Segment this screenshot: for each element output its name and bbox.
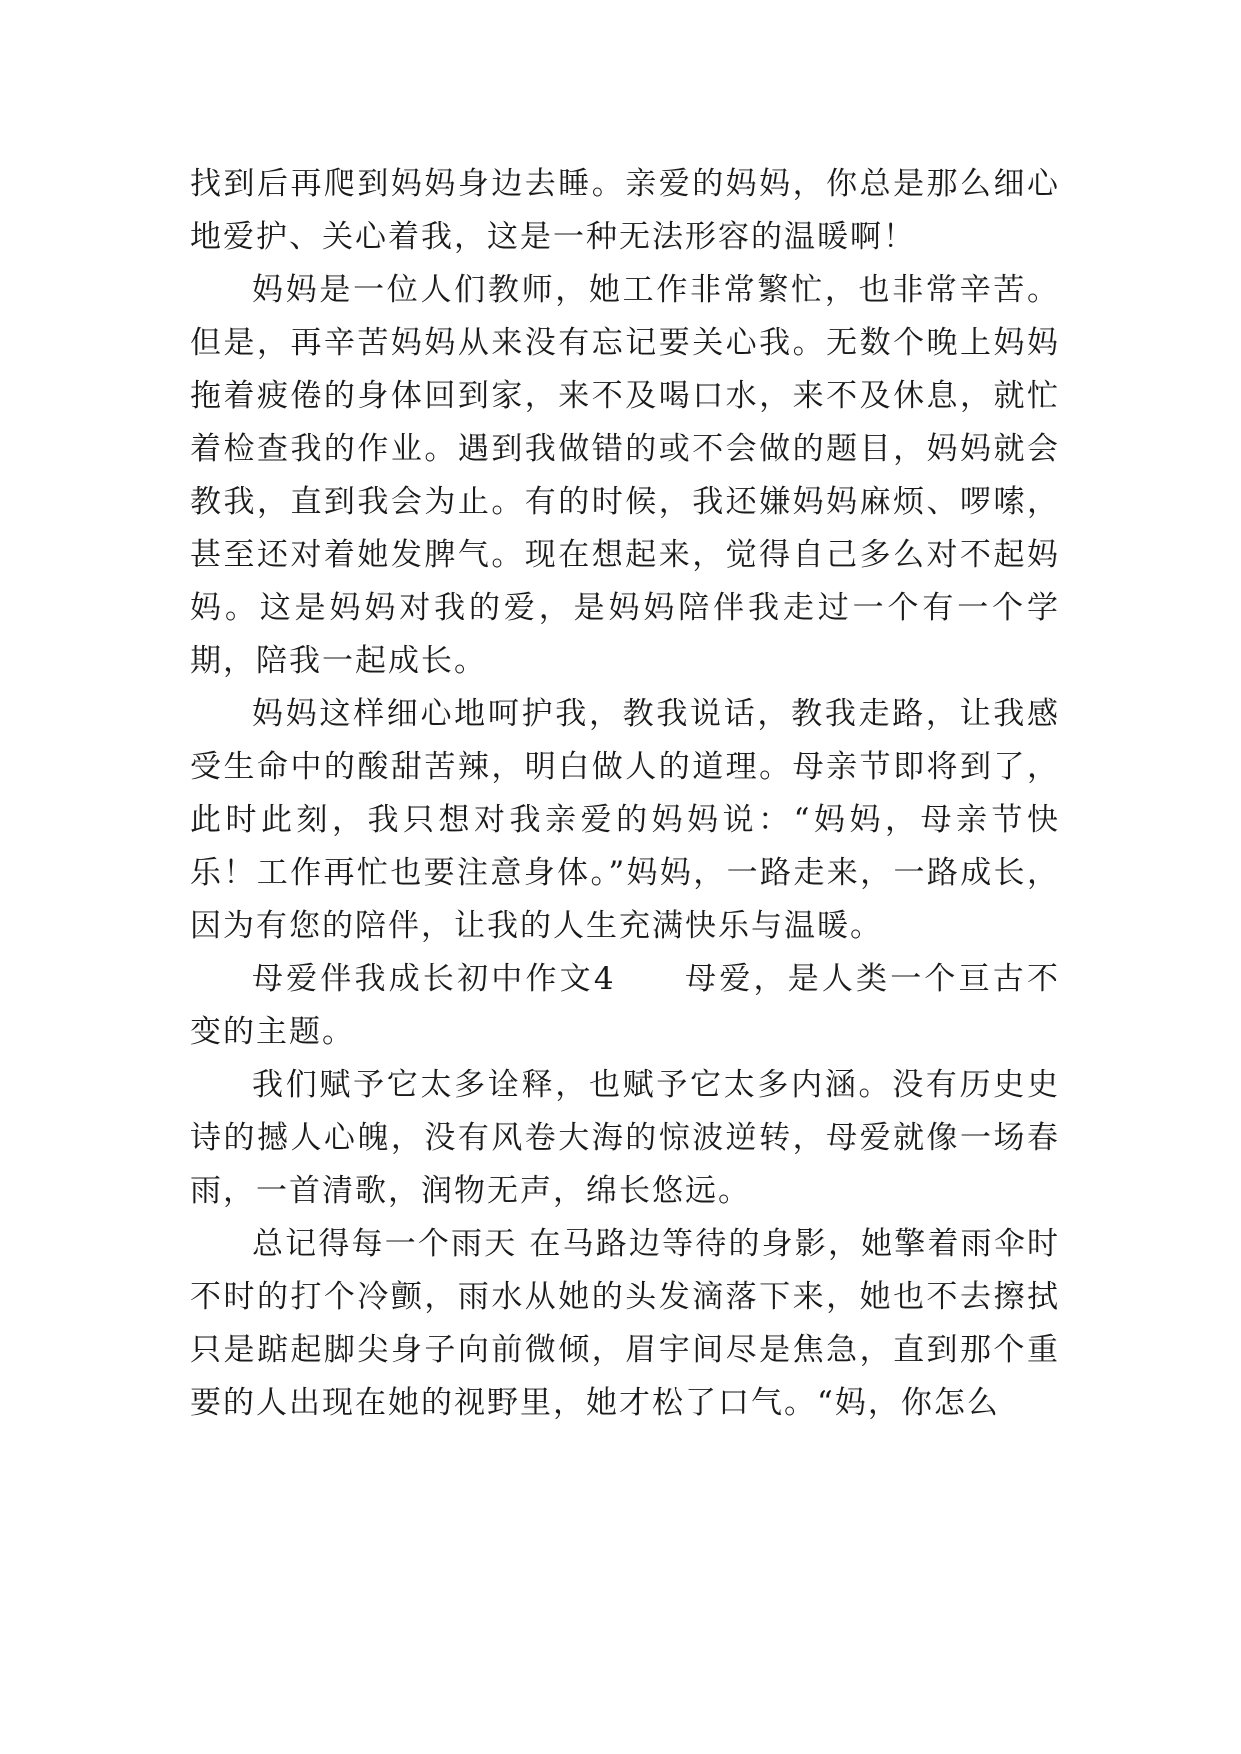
paragraph-6: 总记得每一个雨天 在马路边等待的身影，她擎着雨伞时不时的打个冷颤，雨水从她的头发滴落下来，她也不去擦拭只是踮起脚尖身子向前微倾，眉宇间尽是焦急，直到那个重要的人出现在她的视野里，她才松了口气。“妈，你怎么 bbox=[190, 1226, 1060, 1421]
document-body bbox=[190, 158, 1060, 1430]
paragraph-3: 妈妈这样细心地呵护我，教我说话，教我走路，让我感受生命中的酸甜苦辣，明白做人的道理。母亲节即将到了，此时此刻，我只想对我亲爱的妈妈说：“妈妈，母亲节快乐！工作再忙也要注意身体。”妈妈，一路走来，一路成长，因为有您的陪伴，让我的人生充满快乐与温暖。 bbox=[190, 696, 1060, 944]
paragraph-4: 母爱伴我成长初中作文4 母爱，是人类一个亘古不变的主题。 bbox=[190, 961, 1060, 1050]
paragraph-2: 妈妈是一位人们教师，她工作非常繁忙，也非常辛苦。但是，再辛苦妈妈从来没有忘记要关心我。无数个晚上妈妈拖着疲倦的身体回到家，来不及喝口水，来不及休息，就忙着检查我的作业。遇到我做错的或不会做的题目，妈妈就会教我，直到我会为止。有的时候，我还嫌妈妈麻烦、啰嗦，甚至还对着她发脾气。现在想起来，觉得自己多么对不起妈妈。这是妈妈对我的爱，是妈妈陪伴我走过一个有一个学期，陪我一起成长。 bbox=[190, 272, 1060, 679]
paragraph-5: 我们赋予它太多诠释，也赋予它太多内涵。没有历史史诗的撼人心魄，没有风卷大海的惊波逆转，母爱就像一场春雨，一首清歌，润物无声，绵长悠远。 bbox=[190, 1067, 1060, 1209]
paragraph-1: 找到后再爬到妈妈身边去睡。亲爱的妈妈，你总是那么细心地爱护、关心着我，这是一种无法形容的温暖啊！ bbox=[190, 166, 1060, 255]
